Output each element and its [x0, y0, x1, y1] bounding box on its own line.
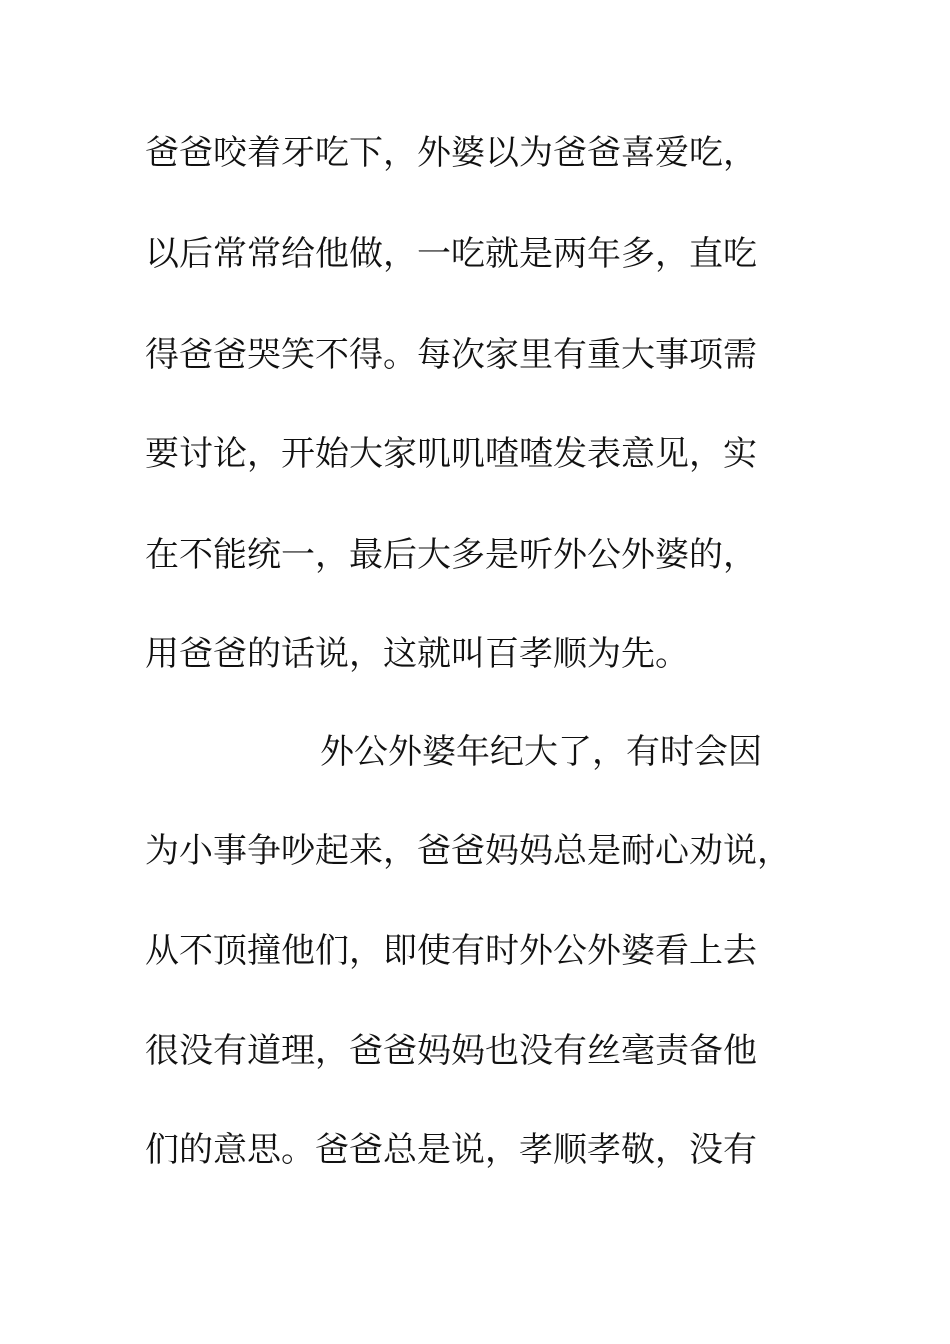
- paragraph-first-line: 外公外婆年纪大了，有时会因: [320, 732, 762, 772]
- text-line: 用爸爸的话说，这就叫百孝顺为先。: [145, 634, 689, 674]
- text-line: 在不能统一，最后大多是听外公外婆的，: [145, 535, 757, 575]
- text-line: 们的意思。爸爸总是说，孝顺孝敬，没有: [145, 1130, 757, 1170]
- text-line: 很没有道理，爸爸妈妈也没有丝毫责备他: [145, 1031, 757, 1071]
- text-line: 为小事争吵起来，爸爸妈妈总是耐心劝说，: [145, 831, 791, 871]
- text-line: 要讨论，开始大家叽叽喳喳发表意见，实: [145, 434, 757, 474]
- text-line: 得爸爸哭笑不得。每次家里有重大事项需: [145, 335, 757, 375]
- text-line: 以后常常给他做，一吃就是两年多，直吃: [145, 234, 757, 274]
- text-line: 从不顶撞他们，即使有时外公外婆看上去: [145, 931, 757, 971]
- text-line: 爸爸咬着牙吃下，外婆以为爸爸喜爱吃，: [145, 133, 757, 173]
